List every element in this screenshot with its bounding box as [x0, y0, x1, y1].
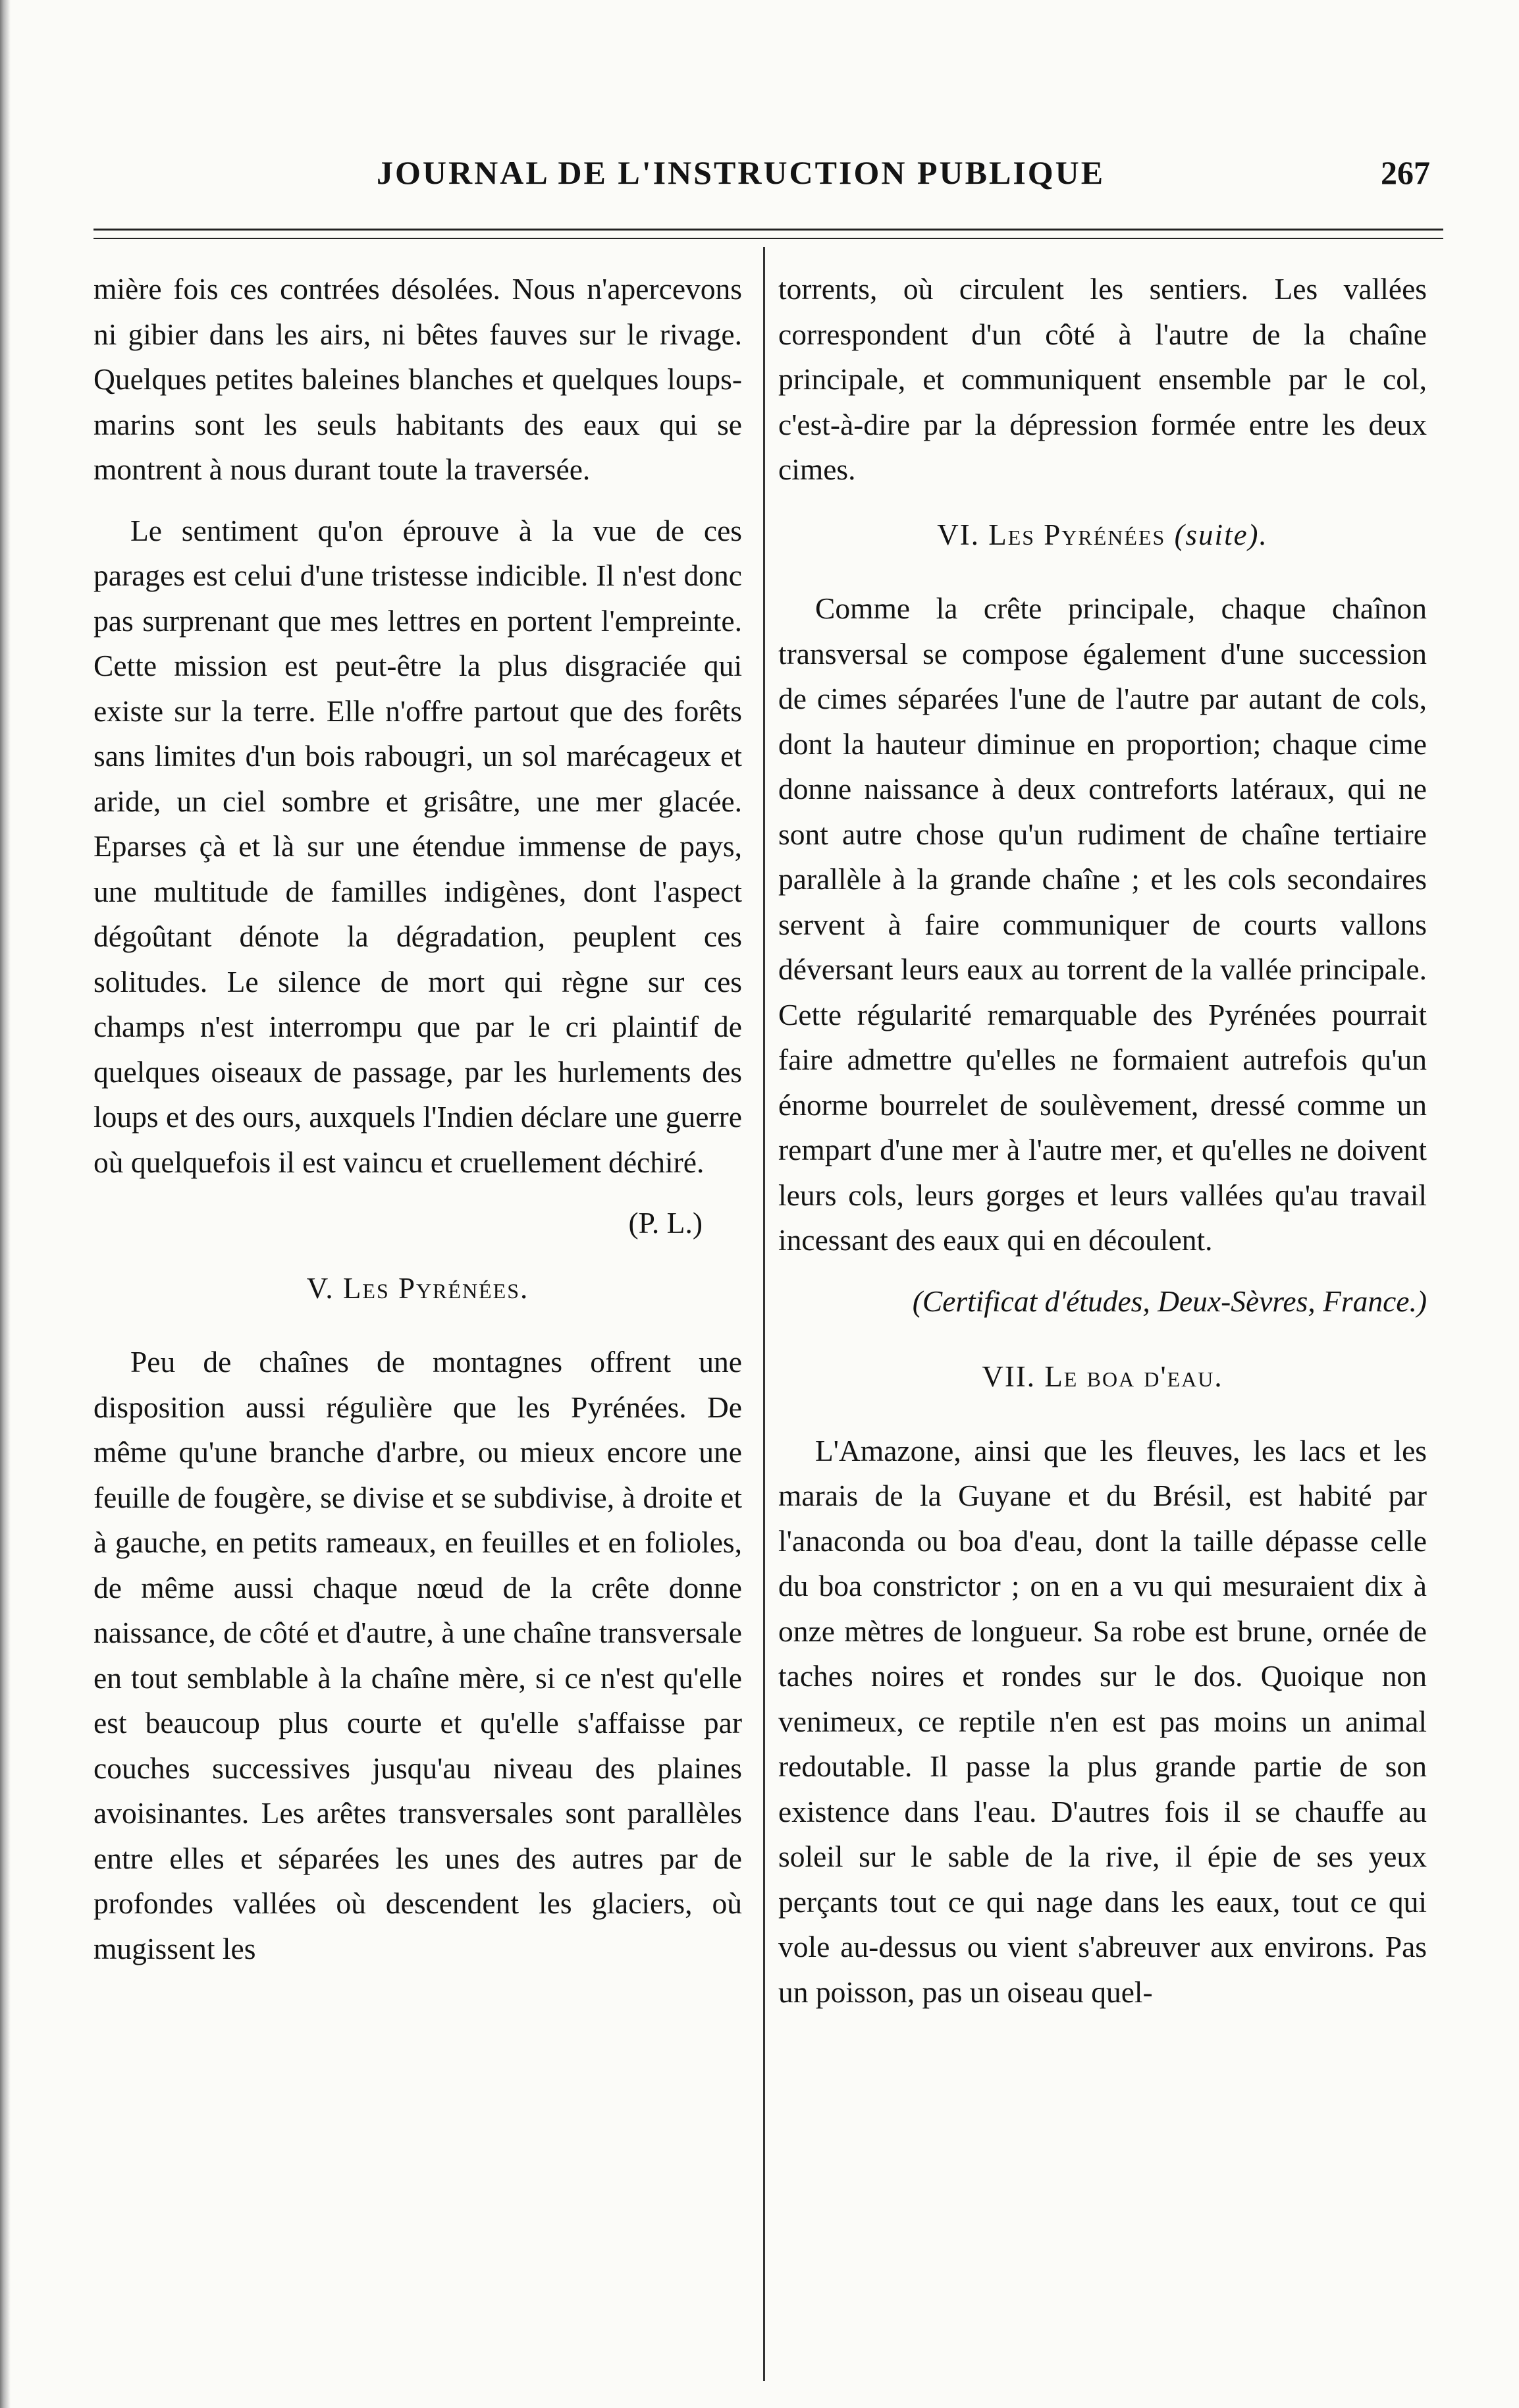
header-rule-top — [93, 229, 1443, 231]
page-number: 267 — [1381, 154, 1430, 191]
section-heading-v — [93, 1266, 742, 1311]
section-heading-vi — [778, 512, 1427, 558]
page-header — [93, 148, 1443, 207]
heading-number: V. — [306, 1271, 334, 1305]
source-citation: (Certificat d'études, Deux-Sèvres, France.) — [912, 1284, 1427, 1318]
scan-binding-edge — [0, 0, 11, 2408]
section-heading-vii — [778, 1354, 1427, 1400]
heading-number: VI. — [937, 518, 980, 551]
paragraph: Le sentiment qu'on éprouve à la vue de ces parages est celui d'une tristesse indicible. Il n'est donc pas surprenant que mes lettres en portent l'empreinte. Cette mission est peut-être la plus disgraciée qui existe sur la terre. Elle n'offre partout que des forêts sans limites d'un bois rabougri, un sol marécageux et aride, un ciel sombre et grisâtre, une mer glacée. Eparses çà et là sur une étendue immense de pays, une multitude de familles indigènes, dont l'aspect dégoûtant dénote la dégradation, peuplent ces solitudes. Le silence de mort qui règne sur ces champs n'est interrompu que par le cri plaintif de quelques oiseaux de passage, par les hurlements des loups et des ours, auxquels l'Indien déclare une guerre où quelquefois il est vaincu et cruellement déchiré. — [93, 513, 742, 1179]
right-column — [778, 267, 1427, 2374]
journal-page — [93, 148, 1443, 2388]
paragraph: Comme la crête principale, chaque chaînon transversal se compose également d'une succession de cimes séparées l'une de l'autre par autant de cols, dont la hauteur diminue en proportion; chaque cime donne naissance à deux contreforts latéraux, qui ne sont autre chose qu'un rudiment de chaîne tertiaire parallèle à la grande chaîne ; et les cols secondaires servent à faire communiquer de courts vallons déversant leurs eaux au torrent de la vallée principale. Cette régularité remarquable des Pyrénées pourrait faire admettre qu'elles ne formaient autrefois qu'un énorme bourrelet de soulèvement, dressé comme un rempart d'une mer à l'autre mer, et qu'elles ne doivent leurs cols, leurs gorges et leurs vallées qu'au travail incessant des eaux qui en découlent. — [778, 591, 1427, 1257]
paragraph: L'Amazone, ainsi que les fleuves, les lacs et les marais de la Guyane et du Brésil, est habité par l'anaconda ou boa d'eau, dont la taille dépasse celle du boa constrictor ; on en a vu qui mesuraient dix à onze mètres de longueur. Sa robe est brune, ornée de taches noires et rondes sur le dos. Quoique non venimeux, ce reptile n'en est pas moins un animal redoutable. Il passe la plus grande partie de son existence dans l'eau. D'autres fois il se chauffe au soleil sur le sable de la rive, il épie de ses yeux perçants tout ce qui nage dans les eaux, tout ce qui vole au-dessus ou vient s'abreuver aux environs. Pas un poisson, pas un oiseau quel- — [778, 1433, 1427, 2009]
heading-number: VII. — [982, 1360, 1036, 1393]
heading-title: Les Pyrénées. — [342, 1271, 529, 1305]
heading-title: Les Pyrénées — [988, 518, 1166, 551]
paragraph: torrents, où circulent les sentiers. Les vallées correspondent d'un côté à l'autre de la chaîne principale, et communiquent ensemble par le col, c'est-à-dire par la dépression formée entre les deux cimes. — [778, 272, 1427, 486]
author-signature: (P. L.) — [628, 1206, 703, 1240]
paragraph: Peu de chaînes de montagnes offrent une disposition aussi régulière que les Pyrénées. De même qu'une branche d'arbre, ou mieux encore une feuille de fougère, se divise et se subdivise, à droite et à gauche, en petits rameaux, en feuilles et en folioles, de même aussi chaque nœud de la crête donne naissance, de côté et d'autre, à une chaîne transversale en tout semblable à la chaîne mère, si ce n'est qu'elle est beaucoup plus courte et qu'elle s'affaisse par couches successives jusqu'au niveau des plaines avoisinantes. Les arêtes transversales sont parallèles entre elles et séparées les unes des autres par de profondes vallées où descendent les glaciers, où mugissent les — [93, 1345, 742, 1965]
column-divider — [763, 247, 765, 2381]
header-rule-bottom — [93, 238, 1443, 239]
heading-title: Le boa d'eau. — [1044, 1360, 1223, 1393]
paragraph: mière fois ces contrées désolées. Nous n'apercevons ni gibier dans les airs, ni bêtes fauves sur le rivage. Quelques petites baleines blanches et quelques loups-marins sont les seuls habitants des eaux qui se montrent à nous durant toute la traversée. — [93, 272, 742, 486]
running-title: JOURNAL DE L'INSTRUCTION PUBLIQUE — [377, 154, 1106, 191]
heading-suffix: (suite). — [1174, 518, 1268, 551]
left-column — [93, 267, 742, 2374]
